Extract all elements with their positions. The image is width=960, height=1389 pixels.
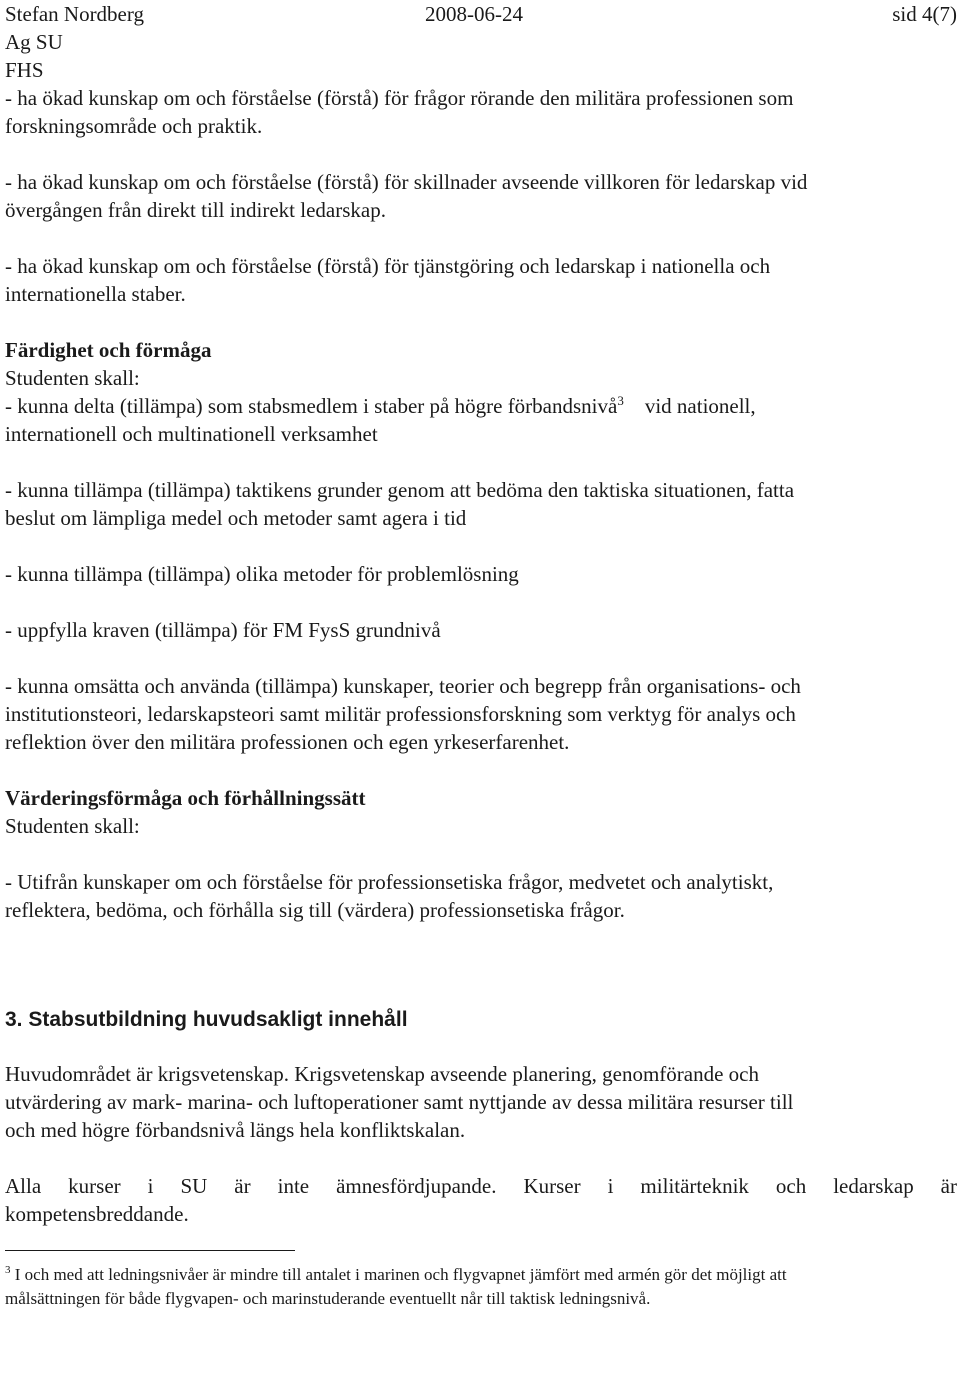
skills-item: - uppfylla kraven (tillämpa) för FM FysS grundnivå [5,618,441,642]
skills-item: - kunna tillämpa (tillämpa) olika metoder för problemlösning [5,562,519,586]
section-paragraph: Huvudområdet är krigsvetenskap. Krigsvetenskap avseende planering, genomförande och utvärdering av mark- marina- och luftoperationer samt nyttjande av dessa militära resurser till och med högre förbandsnivå längs hela konfliktskalan. [5,1062,794,1142]
skills-heading: Färdighet och förmåga [5,338,212,362]
values-heading: Värderingsförmåga och förhållningssätt [5,786,366,810]
header-author: Stefan Nordberg [5,2,144,26]
page-header [5,0,957,28]
footnote-reference[interactable]: 3 [617,393,624,408]
document-page [5,0,957,1311]
knowledge-item: - ha ökad kunskap om och förståelse (förstå) för skillnader avseende villkoren för ledarskap vid övergången från direkt till indirekt ledarskap. [5,170,808,222]
header-org: FHS [5,58,44,82]
footnote: $^3$ I och med att ledningsnivåer är mindre till antalet i marinen och flygvapnet jämfört med armén gör det möjligt att målsättningen för både flygvapen- och marinstuderande eventuellt når till taktisk ledningsnivå. [5,1264,787,1308]
section-heading: 3. Stabsutbildning huvudsakligt innehåll [5,1008,408,1031]
footnote-mark: 3 [5,1264,11,1276]
header-unit: Ag SU [5,30,63,54]
footnote-divider [5,1250,295,1251]
section-paragraph: Alla kurser i SU är inte ämnesfördjupande. Kurser i militärteknik och ledarskap är kompetensbreddande. [5,1174,957,1226]
skills-item: - kunna tillämpa (tillämpa) taktikens grunder genom att bedöma den taktiska situationen, fatta beslut om lämpliga medel och metoder samt agera i tid [5,478,795,530]
skills-intro: Studenten skall: [5,366,140,390]
skills-item: - kunna delta (tillämpa) som stabsmedlem i staber på högre förbandsnivå$^3$ vid nationell, internationell och multinationell verksamhet [5,393,756,446]
header-page-number: sid 4(7) [892,2,957,26]
skills-item: - kunna omsätta och använda (tillämpa) kunskaper, teorier och begrepp från organisations- och institutionsteori, ledarskapsteori samt militär professionsforskning som verktyg för analys och reflektion över den militära professionen och egen yrkeserfarenhet. [5,674,801,754]
knowledge-item: - ha ökad kunskap om och förståelse (förstå) för tjänstgöring och ledarskap i nationella och internationella staber. [5,254,771,306]
header-date: 2008-06-24 [425,2,523,26]
knowledge-item: - ha ökad kunskap om och förståelse (förstå) för frågor rörande den militära professionen som forskningsområde och praktik. [5,86,794,138]
values-item: - Utifrån kunskaper om och förståelse för professionsetiska frågor, medvetet och analytiskt, reflektera, bedöma, och förhålla sig till (värdera) professionsetiska frågor. [5,870,774,922]
values-intro: Studenten skall: [5,814,140,838]
